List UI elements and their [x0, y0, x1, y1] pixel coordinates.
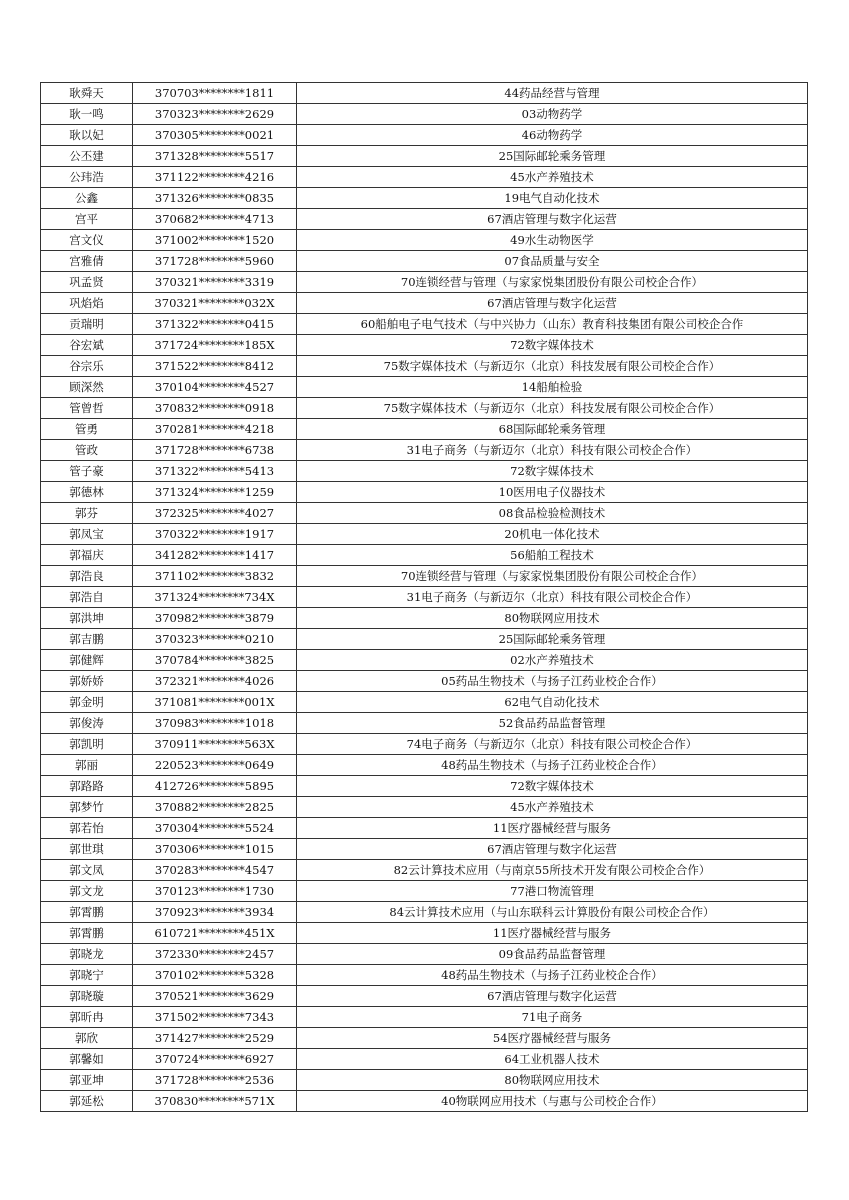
id-number-cell: 370123********1730: [133, 881, 297, 902]
id-number-cell: 370281********4218: [133, 419, 297, 440]
table-row: [41, 293, 808, 314]
table-row: [41, 335, 808, 356]
id-number-cell: 371326********0835: [133, 188, 297, 209]
major-cell: 56船舶工程技术: [297, 545, 808, 566]
major-cell: 14船舶检验: [297, 377, 808, 398]
student-name-cell: 谷宏斌: [41, 335, 133, 356]
table-row: [41, 818, 808, 839]
major-cell: 72数字媒体技术: [297, 335, 808, 356]
id-number-cell: 370682********4713: [133, 209, 297, 230]
student-name-cell: 郭欣: [41, 1028, 133, 1049]
id-number-cell: 370322********1917: [133, 524, 297, 545]
student-name-cell: 巩焰焰: [41, 293, 133, 314]
id-number-cell: 371322********5413: [133, 461, 297, 482]
student-name-cell: 管政: [41, 440, 133, 461]
id-number-cell: 371002********1520: [133, 230, 297, 251]
student-name-cell: 郭健辉: [41, 650, 133, 671]
id-number-cell: 370323********2629: [133, 104, 297, 125]
table-row: [41, 1091, 808, 1112]
id-number-cell: 371081********001X: [133, 692, 297, 713]
student-name-cell: 郭德林: [41, 482, 133, 503]
id-number-cell: 372330********2457: [133, 944, 297, 965]
table-row: [41, 146, 808, 167]
id-number-cell: 370521********3629: [133, 986, 297, 1007]
id-number-cell: 610721********451X: [133, 923, 297, 944]
major-cell: 54医疗器械经营与服务: [297, 1028, 808, 1049]
id-number-cell: 370304********5524: [133, 818, 297, 839]
table-row: [41, 713, 808, 734]
student-name-cell: 公鑫: [41, 188, 133, 209]
table-row: [41, 734, 808, 755]
table-row: [41, 314, 808, 335]
major-cell: 20机电一体化技术: [297, 524, 808, 545]
roster-body: [41, 83, 808, 1112]
id-number-cell: 370323********0210: [133, 629, 297, 650]
student-name-cell: 郭文龙: [41, 881, 133, 902]
id-number-cell: 371122********4216: [133, 167, 297, 188]
major-cell: 70连锁经营与管理（与家家悦集团股份有限公司校企合作）: [297, 272, 808, 293]
table-row: [41, 545, 808, 566]
major-cell: 77港口物流管理: [297, 881, 808, 902]
major-cell: 11医疗器械经营与服务: [297, 818, 808, 839]
table-row: [41, 83, 808, 104]
student-name-cell: 公玮浩: [41, 167, 133, 188]
student-name-cell: 郭金明: [41, 692, 133, 713]
id-number-cell: 370923********3934: [133, 902, 297, 923]
id-number-cell: 341282********1417: [133, 545, 297, 566]
student-name-cell: 郭世琪: [41, 839, 133, 860]
student-name-cell: 郭俊涛: [41, 713, 133, 734]
table-row: [41, 230, 808, 251]
student-name-cell: 郭晓璇: [41, 986, 133, 1007]
student-name-cell: 郭延松: [41, 1091, 133, 1112]
table-row: [41, 398, 808, 419]
table-row: [41, 587, 808, 608]
id-number-cell: 371502********7343: [133, 1007, 297, 1028]
major-cell: 62电气自动化技术: [297, 692, 808, 713]
major-cell: 71电子商务: [297, 1007, 808, 1028]
table-row: [41, 167, 808, 188]
student-name-cell: 郭凤宝: [41, 524, 133, 545]
student-name-cell: 郭娇娇: [41, 671, 133, 692]
major-cell: 72数字媒体技术: [297, 461, 808, 482]
major-cell: 67酒店管理与数字化运营: [297, 839, 808, 860]
student-name-cell: 郭梦竹: [41, 797, 133, 818]
major-cell: 80物联网应用技术: [297, 1070, 808, 1091]
id-number-cell: 371728********6738: [133, 440, 297, 461]
table-row: [41, 1028, 808, 1049]
student-name-cell: 郭芬: [41, 503, 133, 524]
table-row: [41, 944, 808, 965]
major-cell: 40物联网应用技术（与惠与公司校企合作）: [297, 1091, 808, 1112]
student-name-cell: 郭霄鹏: [41, 923, 133, 944]
student-name-cell: 郭霄鹏: [41, 902, 133, 923]
table-row: [41, 1049, 808, 1070]
student-name-cell: 宫雅倩: [41, 251, 133, 272]
major-cell: 19电气自动化技术: [297, 188, 808, 209]
student-name-cell: 管曾哲: [41, 398, 133, 419]
major-cell: 67酒店管理与数字化运营: [297, 986, 808, 1007]
student-name-cell: 郭吉鹏: [41, 629, 133, 650]
table-row: [41, 251, 808, 272]
id-number-cell: 371427********2529: [133, 1028, 297, 1049]
table-row: [41, 566, 808, 587]
major-cell: 09食品药品监督管理: [297, 944, 808, 965]
student-name-cell: 郭若怡: [41, 818, 133, 839]
major-cell: 46动物药学: [297, 125, 808, 146]
major-cell: 84云计算技术应用（与山东联科云计算股份有限公司校企合作）: [297, 902, 808, 923]
table-row: [41, 104, 808, 125]
major-cell: 25国际邮轮乘务管理: [297, 629, 808, 650]
student-name-cell: 郭洪坤: [41, 608, 133, 629]
student-name-cell: 郭馨如: [41, 1049, 133, 1070]
table-row: [41, 524, 808, 545]
major-cell: 75数字媒体技术（与新迈尔（北京）科技发展有限公司校企合作）: [297, 398, 808, 419]
major-cell: 25国际邮轮乘务管理: [297, 146, 808, 167]
major-cell: 75数字媒体技术（与新迈尔（北京）科技发展有限公司校企合作）: [297, 356, 808, 377]
major-cell: 60船舶电子电气技术（与中兴协力（山东）教育科技集团有限公司校企合作: [297, 314, 808, 335]
id-number-cell: 220523********0649: [133, 755, 297, 776]
major-cell: 03动物药学: [297, 104, 808, 125]
student-name-cell: 谷宗乐: [41, 356, 133, 377]
table-row: [41, 1007, 808, 1028]
id-number-cell: 372325********4027: [133, 503, 297, 524]
table-row: [41, 881, 808, 902]
major-cell: 80物联网应用技术: [297, 608, 808, 629]
student-name-cell: 郭凯明: [41, 734, 133, 755]
student-name-cell: 耿以妃: [41, 125, 133, 146]
major-cell: 48药品生物技术（与扬子江药业校企合作）: [297, 965, 808, 986]
major-cell: 52食品药品监督管理: [297, 713, 808, 734]
id-number-cell: 370882********2825: [133, 797, 297, 818]
id-number-cell: 371324********1259: [133, 482, 297, 503]
id-number-cell: 371522********8412: [133, 356, 297, 377]
id-number-cell: 370321********3319: [133, 272, 297, 293]
major-cell: 67酒店管理与数字化运营: [297, 293, 808, 314]
table-row: [41, 986, 808, 1007]
table-row: [41, 902, 808, 923]
table-row: [41, 356, 808, 377]
major-cell: 02水产养殖技术: [297, 650, 808, 671]
student-name-cell: 郭丽: [41, 755, 133, 776]
major-cell: 31电子商务（与新迈尔（北京）科技有限公司校企合作）: [297, 587, 808, 608]
table-row: [41, 650, 808, 671]
id-number-cell: 370703********1811: [133, 83, 297, 104]
major-cell: 64工业机器人技术: [297, 1049, 808, 1070]
id-number-cell: 370982********3879: [133, 608, 297, 629]
id-number-cell: 412726********5895: [133, 776, 297, 797]
table-row: [41, 377, 808, 398]
table-row: [41, 860, 808, 881]
id-number-cell: 370830********571X: [133, 1091, 297, 1112]
major-cell: 10医用电子仪器技术: [297, 482, 808, 503]
id-number-cell: 371324********734X: [133, 587, 297, 608]
major-cell: 67酒店管理与数字化运营: [297, 209, 808, 230]
major-cell: 31电子商务（与新迈尔（北京）科技有限公司校企合作）: [297, 440, 808, 461]
roster-sheet: [40, 82, 807, 1112]
table-row: [41, 188, 808, 209]
table-row: [41, 797, 808, 818]
student-name-cell: 郭亚坤: [41, 1070, 133, 1091]
student-name-cell: 郭浩良: [41, 566, 133, 587]
major-cell: 45水产养殖技术: [297, 167, 808, 188]
table-row: [41, 272, 808, 293]
table-row: [41, 776, 808, 797]
table-row: [41, 608, 808, 629]
id-number-cell: 371328********5517: [133, 146, 297, 167]
id-number-cell: 370104********4527: [133, 377, 297, 398]
table-row: [41, 692, 808, 713]
major-cell: 70连锁经营与管理（与家家悦集团股份有限公司校企合作）: [297, 566, 808, 587]
student-name-cell: 管勇: [41, 419, 133, 440]
id-number-cell: 370321********032X: [133, 293, 297, 314]
table-row: [41, 125, 808, 146]
student-name-cell: 郭浩自: [41, 587, 133, 608]
table-row: [41, 755, 808, 776]
student-name-cell: 耿一鸣: [41, 104, 133, 125]
table-row: [41, 419, 808, 440]
table-row: [41, 671, 808, 692]
student-name-cell: 郭昕冉: [41, 1007, 133, 1028]
major-cell: 44药品经营与管理: [297, 83, 808, 104]
student-name-cell: 管子豪: [41, 461, 133, 482]
table-row: [41, 923, 808, 944]
id-number-cell: 371728********2536: [133, 1070, 297, 1091]
student-name-cell: 郭文凤: [41, 860, 133, 881]
student-name-cell: 顾深然: [41, 377, 133, 398]
table-row: [41, 461, 808, 482]
major-cell: 08食品检验检测技术: [297, 503, 808, 524]
major-cell: 07食品质量与安全: [297, 251, 808, 272]
id-number-cell: 370283********4547: [133, 860, 297, 881]
id-number-cell: 371322********0415: [133, 314, 297, 335]
student-name-cell: 宫文仪: [41, 230, 133, 251]
id-number-cell: 370983********1018: [133, 713, 297, 734]
student-name-cell: 巩孟贤: [41, 272, 133, 293]
id-number-cell: 371728********5960: [133, 251, 297, 272]
major-cell: 05药品生物技术（与扬子江药业校企合作）: [297, 671, 808, 692]
student-name-cell: 郭晓龙: [41, 944, 133, 965]
table-row: [41, 965, 808, 986]
student-name-cell: 耿舜天: [41, 83, 133, 104]
id-number-cell: 371724********185X: [133, 335, 297, 356]
table-row: [41, 482, 808, 503]
major-cell: 82云计算技术应用（与南京55所技术开发有限公司校企合作）: [297, 860, 808, 881]
id-number-cell: 370784********3825: [133, 650, 297, 671]
table-row: [41, 209, 808, 230]
table-row: [41, 1070, 808, 1091]
major-cell: 49水生动物医学: [297, 230, 808, 251]
id-number-cell: 370911********563X: [133, 734, 297, 755]
id-number-cell: 370724********6927: [133, 1049, 297, 1070]
major-cell: 74电子商务（与新迈尔（北京）科技有限公司校企合作）: [297, 734, 808, 755]
id-number-cell: 371102********3832: [133, 566, 297, 587]
id-number-cell: 370832********0918: [133, 398, 297, 419]
roster-table: [40, 82, 808, 1112]
major-cell: 68国际邮轮乘务管理: [297, 419, 808, 440]
table-row: [41, 629, 808, 650]
major-cell: 72数字媒体技术: [297, 776, 808, 797]
student-name-cell: 郭路路: [41, 776, 133, 797]
table-row: [41, 839, 808, 860]
major-cell: 48药品生物技术（与扬子江药业校企合作）: [297, 755, 808, 776]
id-number-cell: 370306********1015: [133, 839, 297, 860]
table-row: [41, 440, 808, 461]
student-name-cell: 宫平: [41, 209, 133, 230]
major-cell: 11医疗器械经营与服务: [297, 923, 808, 944]
student-name-cell: 郭福庆: [41, 545, 133, 566]
id-number-cell: 370305********0021: [133, 125, 297, 146]
id-number-cell: 370102********5328: [133, 965, 297, 986]
major-cell: 45水产养殖技术: [297, 797, 808, 818]
student-name-cell: 公丕建: [41, 146, 133, 167]
id-number-cell: 372321********4026: [133, 671, 297, 692]
table-row: [41, 503, 808, 524]
student-name-cell: 贡瑞明: [41, 314, 133, 335]
student-name-cell: 郭晓宁: [41, 965, 133, 986]
